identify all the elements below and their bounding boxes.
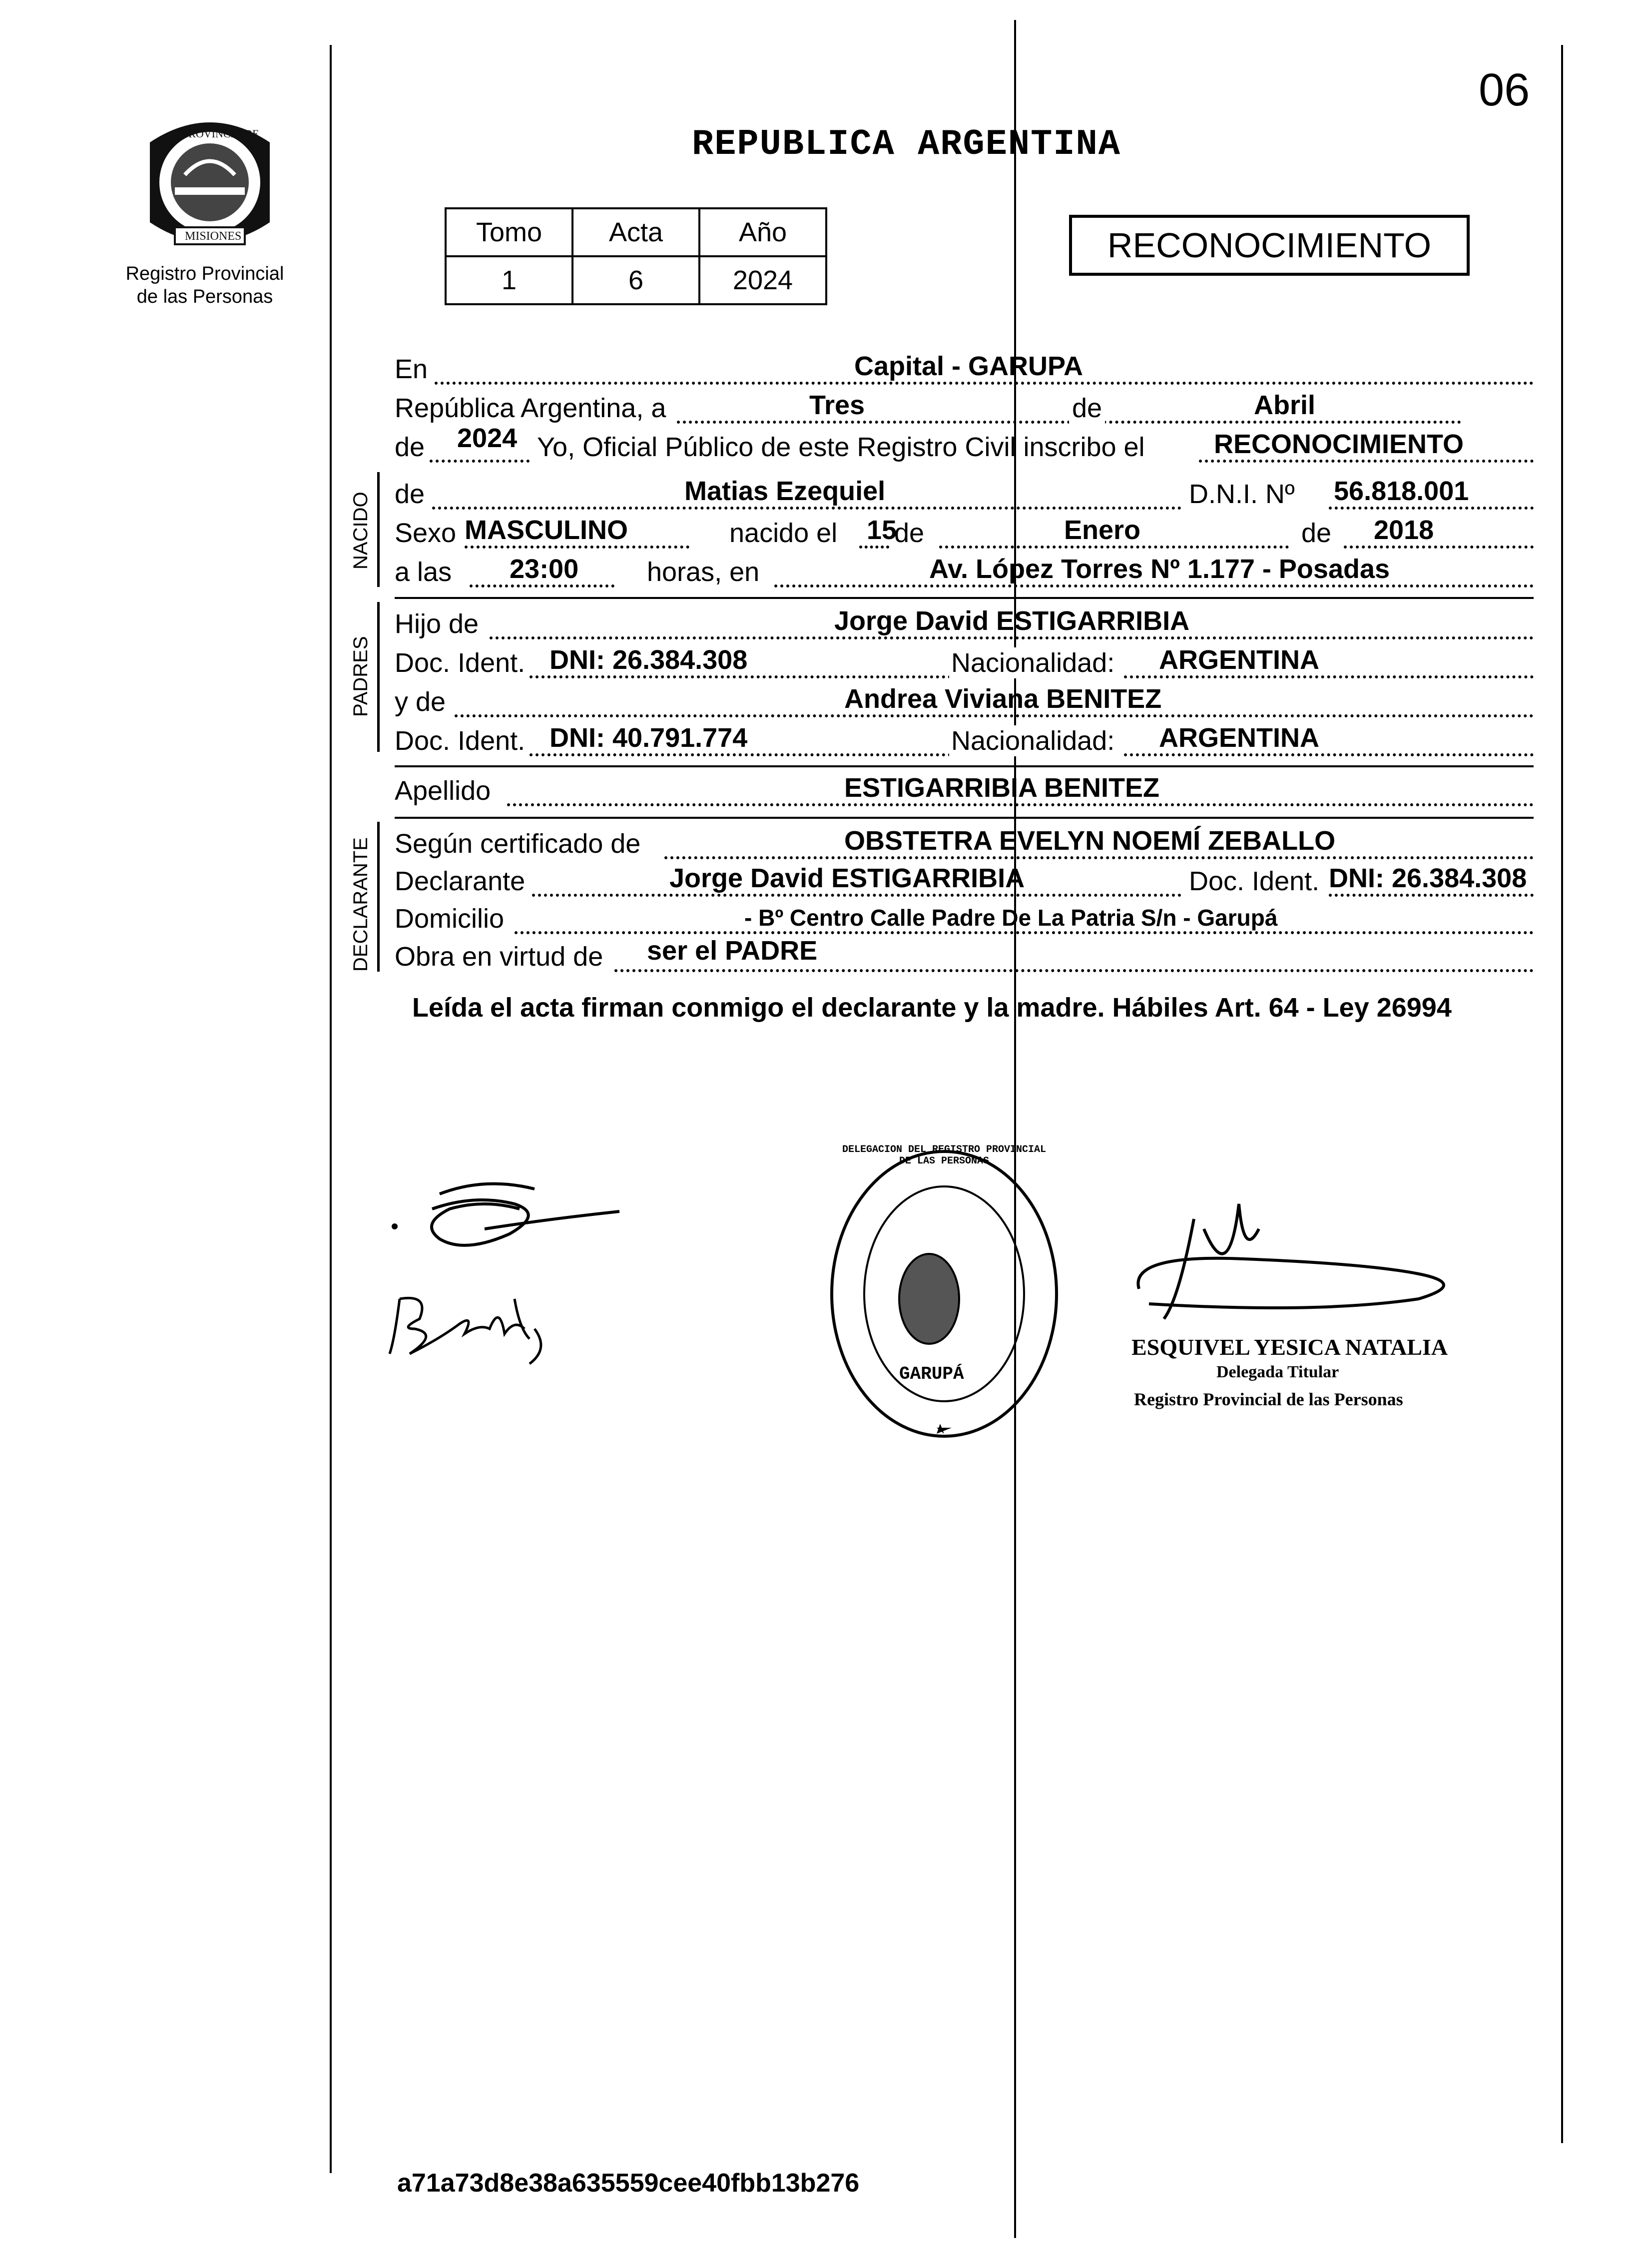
logo-caption: Registro Provincial de las Personas <box>125 263 284 307</box>
page-number: 06 <box>1479 64 1530 115</box>
official-signature <box>1119 1199 1479 1329</box>
anio-value: 2024 <box>457 423 518 453</box>
nacido-mes-value: Enero <box>1064 515 1141 545</box>
registry-stamp <box>824 1144 1064 1444</box>
mes-value: Abril <box>1254 390 1316 420</box>
dni-value: 56.818.001 <box>1334 476 1469 506</box>
value-acta: 6 <box>572 256 699 304</box>
oficial-text: Yo, Oficial Público de este Registro Civil inscribo el <box>537 432 1145 462</box>
line-obra <box>395 937 1534 977</box>
line-padre-doc <box>395 643 1534 683</box>
line-declarante <box>395 862 1534 902</box>
official-role: Delegada Titular <box>1216 1363 1339 1381</box>
left-margin-line <box>330 45 332 2173</box>
hora-value: 23:00 <box>510 554 579 584</box>
dia-value: Tres <box>809 390 865 420</box>
padres-section-label: PADRES <box>350 636 372 717</box>
declarante-doc-value: DNI: 26.384.308 <box>1329 863 1527 893</box>
seal-text-bottom: MISIONES <box>185 230 242 243</box>
right-margin-line <box>1561 45 1563 2143</box>
nacido-dia-value: 15 <box>867 515 897 545</box>
padre-doc-label: Doc. Ident. <box>395 648 526 678</box>
nacido-de-label: de <box>395 479 425 509</box>
madre-nac-label: Nacionalidad: <box>949 725 1116 756</box>
declarante-doc-label: Doc. Ident. <box>1189 866 1320 896</box>
official-name: ESQUIVEL YESICA NATALIA <box>1131 1334 1448 1360</box>
madre-doc-value: DNI: 40.791.774 <box>550 723 748 753</box>
reference-table-header <box>446 208 826 256</box>
header-anio: Año <box>699 208 826 256</box>
lugar-value: Av. López Torres Nº 1.177 - Posadas <box>929 554 1390 584</box>
header-acta: Acta <box>572 208 699 256</box>
nacido-el-label: nacido el <box>729 518 838 548</box>
nombre-value: Matias Ezequiel <box>684 476 886 506</box>
line-sexo <box>395 514 1534 554</box>
hijo-de-label: Hijo de <box>395 609 479 639</box>
reference-table-values <box>446 256 826 304</box>
line-en <box>395 350 1534 390</box>
line-a-las <box>395 553 1534 592</box>
padre-nac-label: Nacionalidad: <box>949 647 1116 678</box>
closing-text: Leída el acta firman conmigo el declarante y la madre. Hábiles Art. 64 - Ley 26994 <box>412 993 1452 1023</box>
a-las-label: a las <box>395 557 452 587</box>
line-apellido <box>395 771 1534 811</box>
seal-text-top: PROVINCIA DE <box>182 127 259 140</box>
padre-value: Jorge David ESTIGARRIBIA <box>834 606 1190 636</box>
de-label: de <box>1069 393 1105 424</box>
madre-value: Andrea Viviana BENITEZ <box>844 684 1162 714</box>
sexo-value: MASCULINO <box>465 515 628 545</box>
declarante-label: Declarante <box>395 866 526 896</box>
provincia-misiones-seal <box>135 107 285 257</box>
inscribo-value: RECONOCIMIENTO <box>1214 429 1464 459</box>
line-hijo-de <box>395 604 1534 644</box>
header-tomo: Tomo <box>446 208 572 256</box>
declarante-section-label: DECLARANTE <box>350 837 372 972</box>
declarante-value: Jorge David ESTIGARRIBIA <box>669 863 1025 893</box>
stamp-ring-text: DELEGACION DEL REGISTRO PROVINCIAL DE LAS PERSONAS <box>842 1144 1047 1167</box>
nacido-bracket <box>377 472 380 587</box>
declarante-bracket <box>377 822 380 972</box>
madre-doc-label: Doc. Ident. <box>395 726 526 756</box>
republica-label: República Argentina, a <box>395 393 666 423</box>
line-oficial <box>395 423 1534 468</box>
en-value: Capital - GARUPA <box>854 351 1084 381</box>
padres-bracket <box>377 602 380 752</box>
nacido-anio-value: 2018 <box>1374 515 1434 545</box>
document-title: REPUBLICA ARGENTINA <box>692 124 1121 165</box>
padre-nac-value: ARGENTINA <box>1159 645 1319 675</box>
de-label-2: de <box>395 432 425 462</box>
stamp-bottom-text: GARUPÁ <box>899 1364 964 1384</box>
value-tomo: 1 <box>446 256 572 304</box>
value-anio: 2024 <box>699 256 826 304</box>
obra-label: Obra en virtud de <box>395 942 603 972</box>
nacido-de-anio-label: de <box>1301 518 1332 548</box>
apellido-value: ESTIGARRIBIA BENITEZ <box>844 773 1160 803</box>
segun-value: OBSTETRA EVELYN NOEMÍ ZEBALLO <box>844 826 1336 856</box>
line-segun <box>395 824 1534 864</box>
official-entity: Registro Provincial de las Personas <box>1134 1389 1403 1409</box>
padre-doc-value: DNI: 26.384.308 <box>550 645 748 675</box>
obra-value: ser el PADRE <box>647 936 818 966</box>
madre-signature <box>380 1269 569 1369</box>
domicilio-value: - Bº Centro Calle Padre De La Patria S/n - Garupá <box>744 905 1278 931</box>
reference-table <box>445 207 827 305</box>
dni-label: D.N.I. Nº <box>1189 479 1295 509</box>
line-domicilio <box>395 899 1534 939</box>
line-madre-doc <box>395 721 1534 761</box>
line-nacido-nombre <box>395 475 1534 515</box>
footer-hash: a71a73d8e38a635559cee40fbb13b276 <box>397 2169 860 2198</box>
en-label: En <box>395 354 428 384</box>
madre-nac-value: ARGENTINA <box>1159 723 1319 753</box>
y-de-label: y de <box>395 687 446 717</box>
sexo-label: Sexo <box>395 518 457 548</box>
horas-en-label: horas, en <box>647 557 760 587</box>
domicilio-label: Domicilio <box>395 904 505 934</box>
nacido-de-mes-label: de <box>894 518 925 548</box>
segun-label: Según certificado de <box>395 829 641 859</box>
act-type-box: RECONOCIMIENTO <box>1069 215 1470 276</box>
line-republica <box>395 389 1534 429</box>
line-y-de <box>395 682 1534 722</box>
apellido-label: Apellido <box>395 776 491 806</box>
nacido-section-label: NACIDO <box>350 492 372 569</box>
